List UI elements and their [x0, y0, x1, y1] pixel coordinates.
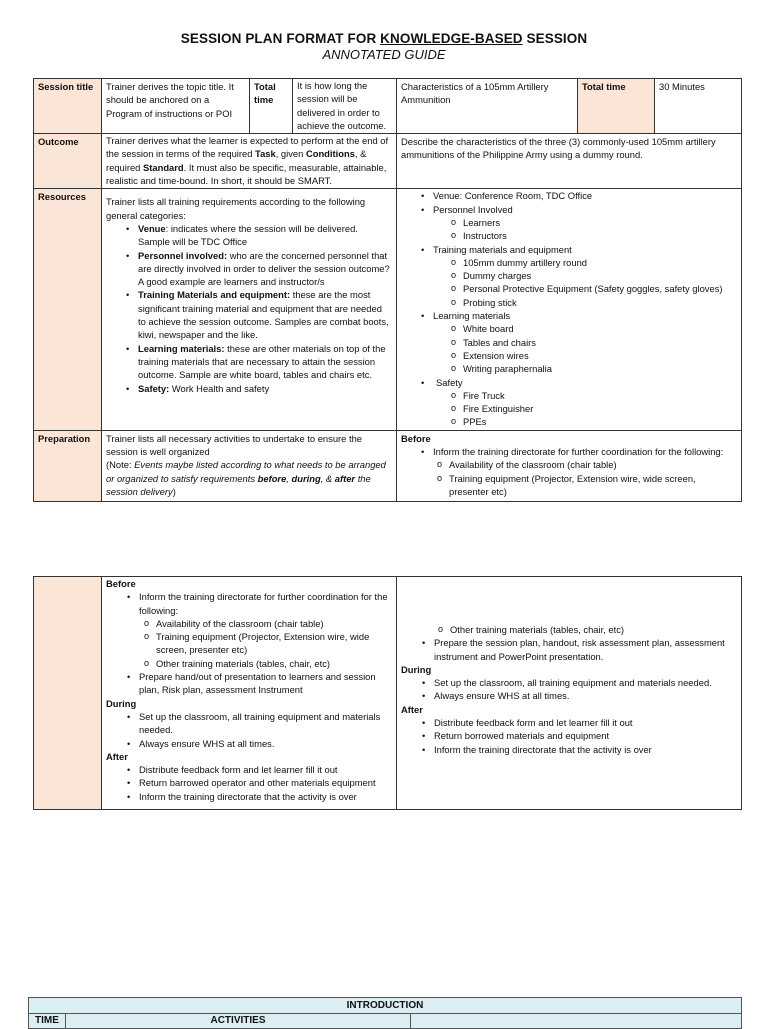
list-item: • Distribute feedback form and let learner fill it out: [139, 763, 392, 776]
list-item: • Venue: indicates where the session will be delivered. Sample will be TDC Office: [138, 222, 392, 249]
list-item: o Other training materials (tables, chair, etc): [156, 657, 392, 670]
list-item: o Writing paraphernalia: [463, 362, 737, 375]
prepare-list: [401, 636, 737, 663]
resources-guide-list: [106, 222, 392, 395]
after-list: [401, 716, 737, 756]
resources-intro: Trainer lists all training requirements according to the following general categories:: [106, 196, 366, 221]
resources-guide: [102, 189, 397, 430]
before-heading: Before: [106, 578, 136, 589]
resources-label: Resources: [34, 189, 102, 430]
list-item: o Tables and chairs: [463, 336, 737, 349]
preparation-note: (Note: Events maybe listed according to what needs to be arranged or organized to satisfy requirements before, during, & after the session delivery): [106, 459, 386, 497]
session-title-label: Session title: [34, 79, 102, 134]
list-item: o Training equipment (Projector, Extension wire, wide screen, presenter etc): [449, 472, 737, 499]
sub-list: [401, 623, 737, 636]
list-item: o 105mm dummy artillery round: [463, 256, 737, 269]
outcome-guide: Trainer derives what the learner is expected to perform at the end of the session in terms of the required Task, given Conditions, & required Standard. It must also be specific, measurable, attainable, realistic and time-bound. In short, it should be SMART.: [102, 134, 397, 189]
list-item: • Return borrowed materials and equipment: [434, 729, 737, 742]
list-item: • Safety o Fire Truck o Fire Extinguisher o PPEs: [433, 376, 737, 429]
preparation-list: [401, 445, 737, 498]
document-subtitle: ANNOTATED GUIDE: [322, 47, 446, 62]
resources-value-list: [401, 189, 737, 428]
list-item: • Prepare the session plan, handout, risk assessment plan, assessment instrument and PowerPoint presentation.: [434, 636, 737, 663]
during-list: [401, 676, 737, 703]
list-item: • Inform the training directorate for further coordination for the following: o Availability of the classroom (chair table) o Training equipment (Projector, Extension wire, wide screen, presenter etc): [433, 445, 737, 498]
total-time-label-guide: Total time: [250, 79, 293, 134]
blank-label-cell: [34, 577, 102, 810]
session-title-guide: Trainer derives the topic title. It should be anchored on a Program of instructions or POI: [102, 79, 250, 134]
list-item: • Venue: Conference Room, TDC Office: [433, 189, 737, 202]
sub-list: [433, 389, 737, 429]
document-title: SESSION PLAN FORMAT FOR KNOWLEDGE-BASED SESSION: [180, 31, 588, 46]
sub-list: [433, 458, 737, 498]
list-item: o Availability of the classroom (chair table): [156, 617, 392, 630]
during-heading: During: [401, 663, 432, 675]
list-item: o Personal Protective Equipment (Safety goggles, safety gloves): [463, 282, 737, 295]
list-item: • Training materials and equipment o 105mm dummy artillery round o Dummy charges o Personal Protective Equipment (Safety goggles, safety gloves) o Probing stick: [433, 243, 737, 309]
after-heading: After: [106, 750, 128, 762]
introduction-heading: INTRODUCTION: [29, 998, 742, 1014]
preparation-right: [397, 577, 742, 810]
list-item: • Learning materials o White board o Tables and chairs o Extension wires o Writing paraphernalia: [433, 309, 737, 375]
session-plan-table: [33, 78, 742, 502]
sub-list: [433, 216, 737, 243]
preparation-value: [397, 430, 742, 501]
list-item: o Fire Truck: [463, 389, 737, 402]
list-item: • Always ensure WHS at all times.: [434, 689, 737, 702]
after-list: [106, 763, 392, 803]
list-item: • Return barrowed operator and other materials equipment: [139, 776, 392, 789]
list-item: • Prepare hand/out of presentation to learners and session plan, Risk plan, assessment Instrument: [139, 670, 392, 697]
list-item: o Other training materials (tables, chair, etc): [450, 623, 737, 636]
during-list: [106, 710, 392, 750]
outcome-value: Describe the characteristics of the three (3) commonly-used 105mm artillery ammunitions of the Philippine Army using a dummy round.: [397, 134, 742, 189]
list-item: • Personnel involved: who are the concerned personnel that are directly involved in order to deliver the session outcome? A good example are learners and instructor/s: [138, 249, 392, 289]
list-item: • Inform the training directorate that the activity is over: [139, 790, 392, 803]
list-item: o PPEs: [463, 415, 737, 428]
row-outcome: [34, 134, 742, 189]
outcome-label: Outcome: [34, 134, 102, 189]
after-heading: After: [401, 703, 423, 715]
row-session-title: [34, 79, 742, 134]
preparation-guide-text: Trainer lists all necessary activities to undertake to ensure the session is well organized: [106, 432, 363, 458]
list-item: o Training equipment (Projector, Extension wire, wide screen, presenter etc): [156, 630, 392, 657]
list-item: o Probing stick: [463, 296, 737, 309]
row-preparation: [34, 430, 742, 501]
list-item: • Inform the training directorate that the activity is over: [434, 743, 737, 756]
blank-column-header: [411, 1014, 742, 1029]
total-time-label: Total time: [578, 79, 655, 134]
activities-column-header: ACTIVITIES: [66, 1014, 411, 1029]
list-item: • Inform the training directorate for further coordination for the following: o Availability of the classroom (chair table) o Training equipment (Projector, Extension wire, wide screen, presenter etc) o Other training materials (tables, chair, etc): [139, 590, 392, 670]
preparation-left: [102, 577, 397, 810]
list-item: o Fire Extinguisher: [463, 402, 737, 415]
during-heading: During: [106, 697, 137, 709]
total-time-guide: It is how long the session will be delivered in order to achieve the outcome.: [293, 79, 397, 134]
list-item: • Always ensure WHS at all times.: [139, 737, 392, 750]
list-item: • Learning materials: these are other materials on top of the training materials that are necessary to attain the session outcome. Sample are white board, tables and chairs etc.: [138, 342, 392, 382]
preparation-label: Preparation: [34, 430, 102, 501]
list-item: • Training Materials and equipment: these are the most significant training material and equipment that are needed to achieve the session outcome. Samples are combat boots, kiwi, newspaper and the like.: [138, 288, 392, 341]
list-item: o Extension wires: [463, 349, 737, 362]
list-item: o Dummy charges: [463, 269, 737, 282]
resources-value: [397, 189, 742, 430]
session-title-value: Characteristics of a 105mm Artillery Ammunition: [397, 79, 578, 134]
list-item: • Set up the classroom, all training equipment and materials needed.: [139, 710, 392, 737]
sub-list: [139, 617, 392, 670]
sub-list: [433, 256, 737, 309]
list-item: o White board: [463, 322, 737, 335]
total-time-value: 30 Minutes: [655, 79, 742, 134]
row-preparation-continued: [34, 577, 742, 810]
list-item: o Availability of the classroom (chair table): [449, 458, 737, 471]
sub-list: [433, 322, 737, 375]
row-resources: [34, 189, 742, 430]
list-item: o Learners: [463, 216, 737, 229]
list-item: • Set up the classroom, all training equipment and materials needed.: [434, 676, 737, 689]
list-item: • Personnel Involved o Learners o Instructors: [433, 203, 737, 243]
before-heading: Before: [401, 432, 431, 444]
list-item: • Distribute feedback form and let learner fill it out: [434, 716, 737, 729]
preparation-guide: [102, 430, 397, 501]
time-column-header: TIME: [29, 1014, 66, 1029]
preparation-continued-table: [33, 576, 742, 810]
introduction-table: [28, 997, 742, 1029]
before-list: [106, 590, 392, 696]
list-item: • Safety: Work Health and safety: [138, 382, 392, 395]
list-item: o Instructors: [463, 229, 737, 242]
